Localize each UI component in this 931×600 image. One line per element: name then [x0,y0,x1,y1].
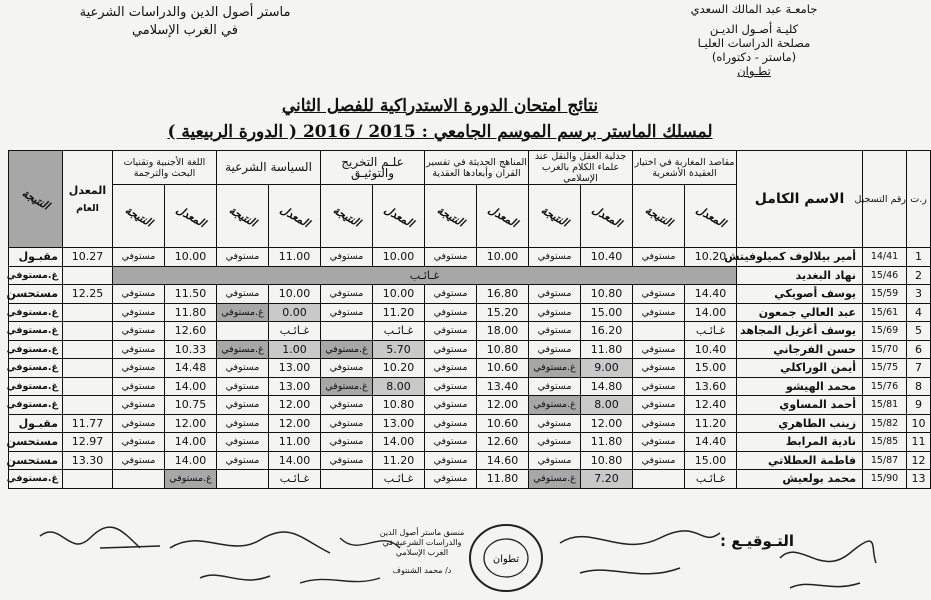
row-overall-result: غ.مستوفي [9,303,63,322]
row-overall-result: مقبـول [9,248,63,267]
subject-4-result: مستوفي [321,433,373,452]
subject-5: السياسة الشرعية [217,151,321,185]
subject-1-grade: غـائـب [685,470,737,489]
subject-1-grade: 15.00 [685,359,737,378]
subject-2-result: مستوفي [529,340,581,359]
row-overall-grade: 13.30 [63,451,113,470]
subject-1-grade: 10.20 [685,248,737,267]
row-student-name: عبد العالي جمعون [737,303,863,322]
subject-4-grade: غـائـب [373,322,425,341]
subject-6-result: مستوفي [113,359,165,378]
subject-6-result: مستوفي [113,377,165,396]
subject-1-grade: 10.40 [685,340,737,359]
subject-5-grade: 12.00 [269,414,321,433]
row-rank: 11 [907,433,931,452]
subject-4-grade: 11.20 [373,451,425,470]
row-student-name: حسن الفرجاني [737,340,863,359]
subject-4-grade: 11.20 [373,303,425,322]
row-overall-result: غ.مستوفي [9,470,63,489]
subject-6-grade: 14.00 [165,377,217,396]
row-rank: 8 [907,377,931,396]
subject-6-grade-header: المعدل [165,185,217,248]
subject-5-result-header: النتيجة [217,185,269,248]
subject-6-grade: 10.00 [165,248,217,267]
col-overall-result: النتيجة [9,151,63,248]
row-student-name: نهاد البغديد [737,266,863,285]
subject-2-grade: 8.00 [581,396,633,415]
subject-6-grade: 14.48 [165,359,217,378]
subject-2-grade: 14.80 [581,377,633,396]
table-row [9,340,931,359]
subject-5-result: مستوفي [217,377,269,396]
subject-6-grade: 11.80 [165,303,217,322]
row-student-name: نادية المرابط [737,433,863,452]
row-overall-result: غ.مستوفي [9,266,63,285]
subject-5-result: مستوفي [217,359,269,378]
table-row [9,377,931,396]
program-region: في الغرب الإسلامي [131,23,239,38]
subject-4: علـم التخريج والتوثيـق [321,151,425,185]
subject-4-result: مستوفي [321,248,373,267]
subject-2-result: مستوفي [529,248,581,267]
row-rank: 10 [907,414,931,433]
subject-3-result: مستوفي [425,322,477,341]
subject-1-result: مستوفي [633,433,685,452]
row-overall-grade [63,303,113,322]
row-student-name: أيمن الوراكلي [737,359,863,378]
col-name: الاسم الكامل [737,151,863,248]
subject-2-grade: 12.00 [581,414,633,433]
subject-2-grade: 10.80 [581,451,633,470]
row-registration: 14/41 [863,248,907,267]
row-registration: 15/82 [863,414,907,433]
subject-3-grade: 15.20 [477,303,529,322]
row-student-name: أحمد المساوي [737,396,863,415]
subject-4-grade: 10.00 [373,248,425,267]
subject-2-result: مستوفي [529,303,581,322]
subject-2-result: مستوفي [529,322,581,341]
table-row [9,414,931,433]
row-rank: 12 [907,451,931,470]
subject-3: المناهج الحديثة في تفسير القرآن وأبعادها العقدية [425,151,529,185]
row-student-name: محمد بولعيش [737,470,863,489]
subject-4-result-header: النتيجة [321,185,373,248]
subject-2-result: مستوفي [529,285,581,304]
subject-1-result: مستوفي [633,396,685,415]
subject-1: مقاصد المغاربة في اختيار العقيدة الأشعرية [633,151,737,185]
row-rank: 1 [907,248,931,267]
row-overall-result: غ.مستوفي [9,377,63,396]
subject-6-result: مستوفي [113,340,165,359]
subject-5-grade: 12.00 [269,396,321,415]
row-rank: 6 [907,340,931,359]
row-overall-grade [63,266,113,285]
subject-5-result: مستوفي [217,451,269,470]
subject-3-grade: 12.60 [477,433,529,452]
signature-1 [40,527,160,548]
row-registration: 15/90 [863,470,907,489]
subject-4-grade: 10.20 [373,359,425,378]
subject-1-result: مستوفي [633,285,685,304]
row-registration: 15/59 [863,285,907,304]
subject-3-grade: 12.00 [477,396,529,415]
row-rank: 2 [907,266,931,285]
subject-1-result-header: النتيجة [633,185,685,248]
subject-1-grade: غـائـب [685,322,737,341]
subject-3-result: مستوفي [425,248,477,267]
subject-3-result: مستوفي [425,433,477,452]
signature-5 [780,541,876,588]
subject-6-result: مستوفي [113,285,165,304]
subject-1-grade: 14.00 [685,303,737,322]
subject-4-result: مستوفي [321,451,373,470]
subject-5-grade: 13.00 [269,359,321,378]
row-overall-grade: 12.97 [63,433,113,452]
document-subtitle: لمسلك الماستر برسم الموسم الجامعي : 2015 / 2016 ( الدورة الربيعية ) [167,122,713,142]
subject-2-result: غ.مستوفي [529,396,581,415]
subject-4-grade: 14.00 [373,433,425,452]
subject-1-result: مستوفي [633,303,685,322]
subject-3-grade-header: المعدل [477,185,529,248]
subject-5-result: مستوفي [217,396,269,415]
subject-1-result: مستوفي [633,340,685,359]
subject-5-result: غ.مستوفي [217,303,269,322]
institution-header [644,2,864,78]
subject-5-grade: 11.00 [269,248,321,267]
subject-6-grade: 14.00 [165,433,217,452]
subject-5-grade: 11.00 [269,433,321,452]
row-student-name: أمير بيلالوف كميلوفيتش [737,248,863,267]
subject-3-grade: 14.60 [477,451,529,470]
table-row [9,433,931,452]
subject-3-result: مستوفي [425,340,477,359]
signatures-area [0,518,878,600]
subject-6-grade: 12.60 [165,322,217,341]
subject-2-result-header: النتيجة [529,185,581,248]
subject-5-result [217,470,269,489]
table-row [9,285,931,304]
overall-grade-label: المعدل [68,184,107,197]
row-registration: 15/75 [863,359,907,378]
subject-4-grade: 13.00 [373,414,425,433]
subject-2-grade: 10.40 [581,248,633,267]
subject-6-result [113,470,165,489]
subject-5-grade: غـائـب [269,322,321,341]
subject-3-grade: 10.80 [477,340,529,359]
row-overall-result: غ.مستوفي [9,359,63,378]
subject-5-grade: 0.00 [269,303,321,322]
table-row [9,396,931,415]
subject-2-grade-header: المعدل [581,185,633,248]
col-overall-grade [63,151,113,248]
subject-6-grade: 10.75 [165,396,217,415]
subject-5-result: مستوفي [217,414,269,433]
subject-1-result: مستوفي [633,377,685,396]
subject-3-result: مستوفي [425,414,477,433]
subject-4-grade: 5.70 [373,340,425,359]
subject-3-grade: 13.40 [477,377,529,396]
subject-4-result: غ.مستوفي [321,377,373,396]
subject-2-grade: 9.00 [581,359,633,378]
row-overall-result: مقبـول [9,414,63,433]
seal-city: تطوان [492,554,520,565]
results-table [8,150,931,489]
row-registration: 15/70 [863,340,907,359]
subject-5-grade: 13.00 [269,377,321,396]
subject-4-result: مستوفي [321,396,373,415]
subject-5-grade: غـائـب [269,470,321,489]
table-row [9,248,931,267]
row-registration: 15/69 [863,322,907,341]
subject-4-result: غ.مستوفي [321,340,373,359]
row-overall-grade: 10.27 [63,248,113,267]
subject-2-result: مستوفي [529,414,581,433]
subject-2-grade: 15.00 [581,303,633,322]
subject-2: جدلية العقل والنقل عند علماء الكلام بالغرب الإسلامي [529,151,633,185]
row-overall-result: غ.مستوفي [9,340,63,359]
subject-6-grade: 14.00 [165,451,217,470]
row-overall-result: مستحسن [9,285,63,304]
university-name: جامعـة عبد المالك السعدي [690,2,818,16]
row-rank: 4 [907,303,931,322]
row-absent-note: غـائـب [113,266,737,285]
subject-3-grade: 18.00 [477,322,529,341]
subject-2-grade: 16.20 [581,322,633,341]
subject-3-result: مستوفي [425,396,477,415]
subject-1-result: مستوفي [633,248,685,267]
subject-1-result: مستوفي [633,451,685,470]
subject-6-result: مستوفي [113,303,165,322]
subject-4-result: مستوفي [321,285,373,304]
subject-6-result: مستوفي [113,396,165,415]
subject-1-grade: 14.40 [685,285,737,304]
row-rank: 5 [907,322,931,341]
subject-4-grade: 10.00 [373,285,425,304]
row-overall-grade [63,470,113,489]
subject-4-grade-header: المعدل [373,185,425,248]
subject-6-result: مستوفي [113,451,165,470]
subject-1-result: مستوفي [633,359,685,378]
subject-6-result: مستوفي [113,248,165,267]
subject-5-grade-header: المعدل [269,185,321,248]
table-row [9,266,931,285]
document-title: نتائج امتحان الدورة الاستدراكية للفصل الثاني [281,96,599,116]
row-overall-result: غ.مستوفي [9,396,63,415]
subject-1-result [633,322,685,341]
city-name: تطـوان [737,64,771,78]
row-rank: 9 [907,396,931,415]
program-header [40,4,330,40]
subject-2-result: مستوفي [529,451,581,470]
row-student-name: محمد الهيشو [737,377,863,396]
row-overall-grade: 12.25 [63,285,113,304]
subject-5-grade: 1.00 [269,340,321,359]
subject-2-grade: 11.80 [581,433,633,452]
row-registration: 15/76 [863,377,907,396]
subject-4-result: مستوفي [321,414,373,433]
subject-3-result: مستوفي [425,377,477,396]
row-overall-result: مستحسن [9,451,63,470]
signatures-label: التـوقيـع : [720,532,794,550]
subject-5-result: مستوفي [217,433,269,452]
row-overall-result: غ.مستوفي [9,322,63,341]
row-registration: 15/85 [863,433,907,452]
table-row [9,322,931,341]
subject-6-grade: 12.00 [165,414,217,433]
subject-1-result [633,470,685,489]
subject-5-result: مستوفي [217,248,269,267]
subject-1-grade: 11.20 [685,414,737,433]
row-registration: 15/87 [863,451,907,470]
table-row [9,303,931,322]
department-name: مصلحة الدراسات العليـا [697,36,811,50]
subject-4-grade: 8.00 [373,377,425,396]
table-row [9,359,931,378]
subject-2-grade: 7.20 [581,470,633,489]
row-student-name: زينب الطاهري [737,414,863,433]
table-row [9,470,931,489]
row-rank: 7 [907,359,931,378]
subject-2-grade: 11.80 [581,340,633,359]
subject-4-grade: 10.80 [373,396,425,415]
subject-5-grade: 10.00 [269,285,321,304]
row-overall-grade: 11.77 [63,414,113,433]
row-overall-result: مستحسن [9,433,63,452]
subject-2-grade: 10.80 [581,285,633,304]
subject-5-grade: 14.00 [269,451,321,470]
subject-2-result: غ.مستوفي [529,470,581,489]
subject-4-result [321,322,373,341]
subject-1-grade: 15.00 [685,451,737,470]
subject-1-result: مستوفي [633,414,685,433]
program-name: ماستر أصول الدين والدراسات الشرعية [79,5,291,20]
signature-4 [560,531,720,574]
overall-grade-sub: العام [76,203,99,214]
row-overall-grade [63,340,113,359]
subject-1-grade: 14.40 [685,433,737,452]
subject-1-grade: 13.60 [685,377,737,396]
subject-6-grade: غ.مستوفي [165,470,217,489]
program-type: (ماستر - دكتوراه) [711,50,797,64]
row-overall-grade [63,322,113,341]
subject-4-result [321,470,373,489]
subject-3-grade: 10.60 [477,414,529,433]
row-registration: 15/81 [863,396,907,415]
row-registration: 15/46 [863,266,907,285]
col-rank: ر.ت [907,151,931,248]
subject-3-result: مستوفي [425,303,477,322]
subject-5-result: مستوفي [217,285,269,304]
subject-3-result: مستوفي [425,451,477,470]
subject-4-result: مستوفي [321,303,373,322]
subject-3-result-header: النتيجة [425,185,477,248]
subject-3-grade: 10.00 [477,248,529,267]
row-student-name: فاطمة العطلاتي [737,451,863,470]
subject-3-grade: 16.80 [477,285,529,304]
subject-6-result: مستوفي [113,433,165,452]
signature-2 [170,532,330,580]
subject-3-result: مستوفي [425,470,477,489]
row-rank: 3 [907,285,931,304]
row-overall-grade [63,396,113,415]
subject-3-grade: 11.80 [477,470,529,489]
col-registration: رقم التسجيل [863,151,907,248]
row-rank: 13 [907,470,931,489]
subject-6-result-header: النتيجة [113,185,165,248]
row-student-name: يوسف أغزيل المجاهد [737,322,863,341]
subject-6-result: مستوفي [113,322,165,341]
subject-2-result: مستوفي [529,377,581,396]
subject-4-grade: غـائـب [373,470,425,489]
subject-3-result: مستوفي [425,359,477,378]
subject-1-grade: 12.40 [685,396,737,415]
subject-6-result: مستوفي [113,414,165,433]
subject-6: اللغة الأجنبية وتقنيات البحث والترجمة [113,151,217,185]
subject-3-result: مستوفي [425,285,477,304]
subject-5-result: غ.مستوفي [217,340,269,359]
row-overall-grade [63,359,113,378]
subject-6-grade: 10.33 [165,340,217,359]
table-row [9,451,931,470]
subject-5-result [217,322,269,341]
coordinator-stamp-text: منسق ماستر أصول الدين والدراسات الشرعية في الغرب الإسلامي د/ محمد الشنتوف [379,528,465,575]
row-overall-grade [63,377,113,396]
row-registration: 15/61 [863,303,907,322]
subject-6-grade: 11.50 [165,285,217,304]
subject-2-result: مستوفي [529,433,581,452]
subject-2-result: غ.مستوفي [529,359,581,378]
subject-4-result: مستوفي [321,359,373,378]
row-student-name: يوسف أصويكي [737,285,863,304]
subject-3-grade: 10.60 [477,359,529,378]
faculty-name: كليـة أصـول الديـن [709,22,799,36]
subject-1-grade-header: المعدل [685,185,737,248]
